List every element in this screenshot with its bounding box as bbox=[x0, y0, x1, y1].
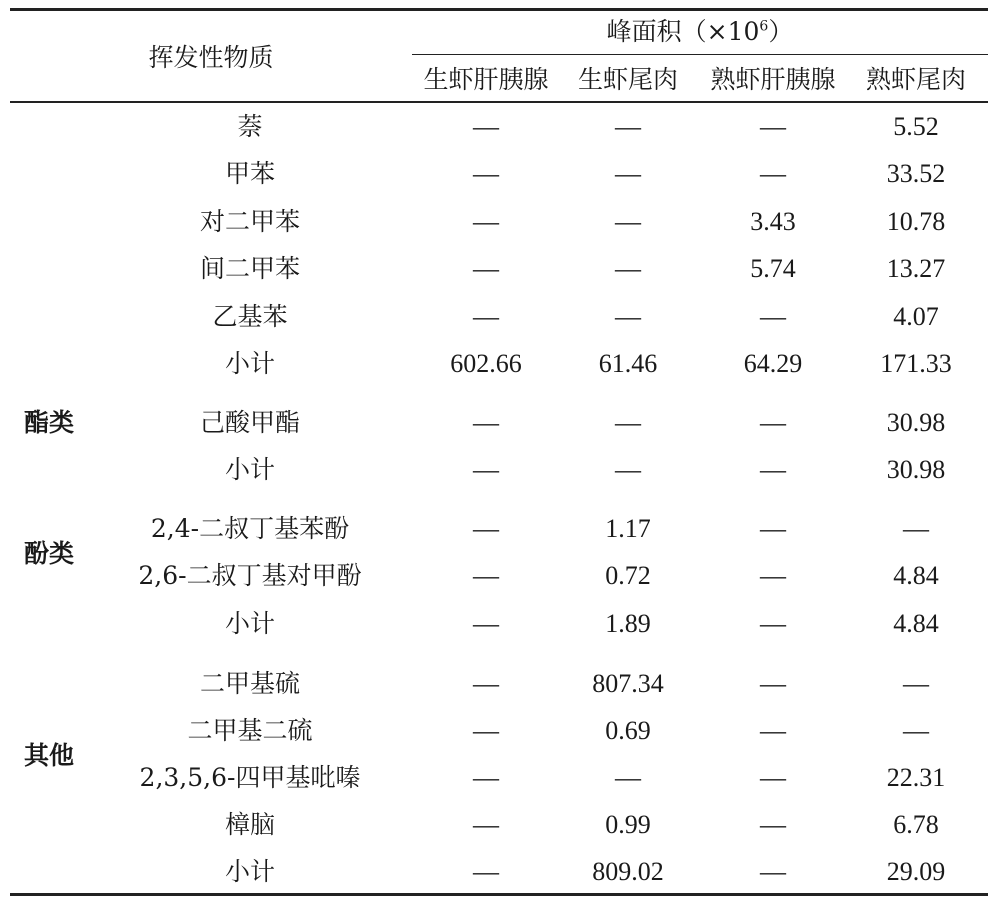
category-label: 酚类 bbox=[24, 539, 75, 568]
value-cell: — bbox=[760, 408, 786, 437]
value-cell: — bbox=[760, 514, 786, 543]
value-cell: 4.07 bbox=[893, 302, 939, 331]
value-cell: 6.78 bbox=[893, 810, 939, 839]
value-cell: — bbox=[473, 669, 499, 698]
value-cell: — bbox=[473, 763, 499, 792]
value-cell: 5.74 bbox=[750, 254, 796, 283]
value-cell: 61.46 bbox=[598, 349, 658, 378]
value-cell: 3.43 bbox=[750, 207, 796, 236]
value-cell: 29.09 bbox=[886, 857, 946, 886]
row-name: 乙基苯 bbox=[212, 302, 288, 331]
value-cell: 22.31 bbox=[886, 763, 946, 792]
category-label: 其他 bbox=[24, 741, 75, 770]
value-cell: — bbox=[473, 716, 499, 745]
value-cell: — bbox=[903, 716, 929, 745]
row-name: 己酸甲酯 bbox=[199, 408, 301, 437]
column-header: 生虾肝胰腺 bbox=[423, 65, 549, 94]
value-cell: — bbox=[473, 302, 499, 331]
row-name: 2,6-二叔丁基对甲酚 bbox=[138, 561, 362, 590]
row-name: 2,4-二叔丁基苯酚 bbox=[150, 514, 350, 543]
value-cell: — bbox=[473, 810, 499, 839]
value-cell: — bbox=[615, 112, 641, 141]
value-cell: 30.98 bbox=[886, 408, 946, 437]
value-cell: — bbox=[760, 159, 786, 188]
row-name: 小计 bbox=[224, 857, 276, 886]
category-label: 酯类 bbox=[24, 408, 75, 437]
row-name: 樟脑 bbox=[224, 810, 276, 839]
row-name: 甲苯 bbox=[224, 159, 276, 188]
value-cell: 4.84 bbox=[893, 609, 939, 638]
value-cell: — bbox=[903, 514, 929, 543]
header-bottom-rule bbox=[10, 101, 988, 103]
column-header: 熟虾尾肉 bbox=[865, 65, 967, 94]
row-name: 间二甲苯 bbox=[199, 254, 301, 283]
value-cell: — bbox=[473, 514, 499, 543]
value-cell: — bbox=[760, 112, 786, 141]
value-cell: — bbox=[615, 763, 641, 792]
group-header bbox=[607, 18, 794, 46]
value-cell: — bbox=[760, 302, 786, 331]
value-cell: — bbox=[760, 857, 786, 886]
row-name: 对二甲苯 bbox=[199, 207, 301, 236]
value-cell: 5.52 bbox=[893, 112, 939, 141]
value-cell: — bbox=[760, 810, 786, 839]
value-cell: 602.66 bbox=[450, 349, 522, 378]
row-name: 小计 bbox=[224, 349, 276, 378]
column-header: 生虾尾肉 bbox=[577, 65, 679, 94]
value-cell: — bbox=[473, 207, 499, 236]
value-cell: — bbox=[615, 207, 641, 236]
value-cell: 809.02 bbox=[592, 857, 664, 886]
value-cell: — bbox=[615, 408, 641, 437]
value-cell: — bbox=[473, 561, 499, 590]
value-cell: — bbox=[473, 254, 499, 283]
value-cell: — bbox=[760, 763, 786, 792]
value-cell: — bbox=[473, 112, 499, 141]
value-cell: 4.84 bbox=[893, 561, 939, 590]
row-name: 小计 bbox=[224, 609, 276, 638]
value-cell: — bbox=[473, 609, 499, 638]
column-header: 熟虾肝胰腺 bbox=[710, 65, 836, 94]
row-name: 二甲基硫 bbox=[199, 669, 301, 698]
row-label-header: 挥发性物质 bbox=[148, 43, 274, 72]
value-cell: 33.52 bbox=[886, 159, 946, 188]
value-cell: — bbox=[760, 716, 786, 745]
value-cell: — bbox=[615, 302, 641, 331]
bottom-rule bbox=[10, 893, 988, 896]
value-cell: — bbox=[473, 857, 499, 886]
value-cell: — bbox=[760, 455, 786, 484]
value-cell: 30.98 bbox=[886, 455, 946, 484]
top-rule bbox=[10, 8, 988, 11]
group-label: 峰面积 bbox=[606, 17, 682, 46]
value-cell: 1.17 bbox=[605, 514, 651, 543]
value-cell: 64.29 bbox=[743, 349, 803, 378]
value-cell: — bbox=[760, 609, 786, 638]
value-cell: — bbox=[615, 455, 641, 484]
value-cell: — bbox=[473, 159, 499, 188]
value-cell: — bbox=[473, 455, 499, 484]
value-cell: 171.33 bbox=[880, 349, 952, 378]
value-cell: — bbox=[473, 408, 499, 437]
group-header-rule bbox=[412, 54, 988, 55]
value-cell: 807.34 bbox=[592, 669, 664, 698]
row-name: 小计 bbox=[224, 455, 276, 484]
value-cell: — bbox=[615, 254, 641, 283]
value-cell: 10.78 bbox=[886, 207, 946, 236]
value-cell: — bbox=[615, 159, 641, 188]
value-cell: — bbox=[760, 669, 786, 698]
group-unit-suffix: ） bbox=[768, 17, 794, 46]
value-cell: 0.69 bbox=[605, 716, 651, 745]
group-unit-prefix: （×10 bbox=[681, 17, 760, 46]
value-cell: — bbox=[903, 669, 929, 698]
value-cell: 0.72 bbox=[605, 561, 651, 590]
value-cell: — bbox=[760, 561, 786, 590]
value-cell: 1.89 bbox=[605, 609, 651, 638]
row-name: 二甲基二硫 bbox=[187, 716, 313, 745]
group-unit-exp: 6 bbox=[759, 18, 769, 35]
row-name: 萘 bbox=[237, 112, 263, 141]
row-name: 2,3,5,6-四甲基吡嗪 bbox=[139, 763, 361, 792]
value-cell: 13.27 bbox=[886, 254, 946, 283]
value-cell: 0.99 bbox=[605, 810, 651, 839]
